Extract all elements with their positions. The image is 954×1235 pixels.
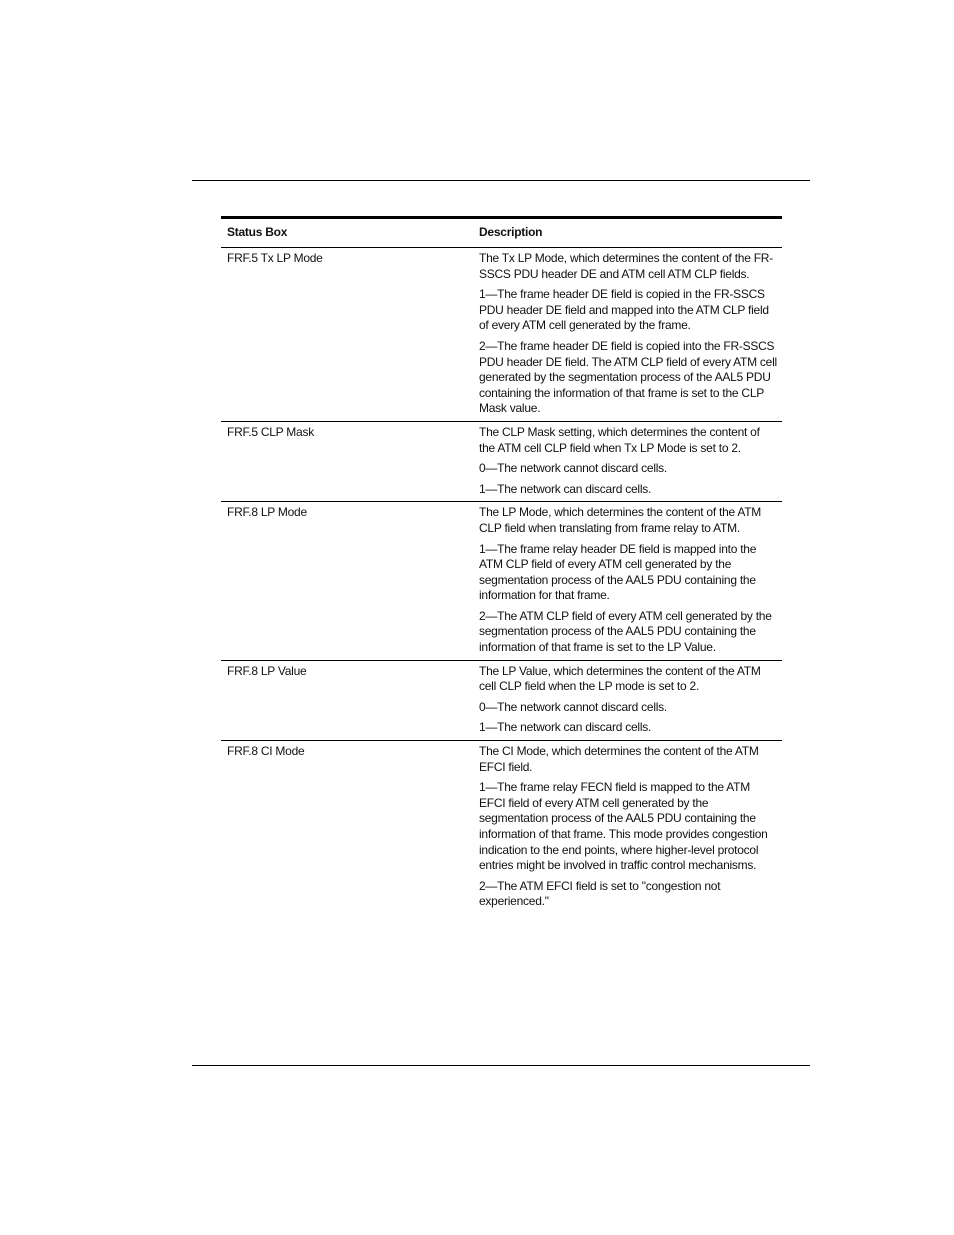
table-row [221,502,782,660]
description-paragraph: 2—The ATM CLP field of every ATM cell generated by the segmentation process of the AAL5 PDU containing the information of that frame is set to the LP Value. [479,608,772,655]
description-paragraph: 0—The network cannot discard cells. [479,461,668,476]
description-paragraph: The CI Mode, which determines the content of the ATM EFCI field. [479,744,759,774]
status-box-name: FRF.8 LP Mode [221,502,473,660]
description-paragraph: 2—The frame header DE field is copied into the FR-SSCS PDU header DE field. The ATM CLP field of every ATM cell generated by the segmentation process of the AAL5 PDU containing the information of that frame is set to the CLP Mask value. [479,338,777,416]
column-header-status-box: Status Box [221,218,473,248]
table-row [221,248,782,422]
footer-rule [192,1065,810,1066]
column-header-description: Description [473,218,782,248]
status-box-description [473,741,782,914]
header-rule [192,180,810,181]
description-paragraph: 1—The frame header DE field is copied in the FR-SSCS PDU header DE field and mapped into the ATM CLP field of every ATM cell generated by the frame. [479,287,769,333]
description-paragraph: 1—The network can discard cells. [479,720,652,735]
table-row [221,660,782,740]
table-row [221,421,782,501]
description-paragraph: 0—The network cannot discard cells. [479,699,668,714]
description-paragraph: The CLP Mask setting, which determines the content of the ATM cell CLP field when Tx LP Mode is set to 2. [479,424,760,455]
description-paragraph: 2—The ATM EFCI field is set to "congestion not experienced." [479,878,721,909]
status-box-description [473,660,782,740]
status-box-name: FRF.5 Tx LP Mode [221,248,473,422]
description-paragraph: 1—The frame relay header DE field is mapped into the ATM CLP field of every ATM cell generated by the segmentation process of the AAL5 PDU containing the information for that frame. [479,541,757,603]
status-box-description [473,248,782,422]
description-paragraph: The LP Value, which determines the content of the ATM cell CLP field when the LP mode is set to 2. [479,663,761,694]
description-paragraph: The LP Mode, which determines the content of the ATM CLP field when translating from frame relay to ATM. [479,505,762,535]
table-row [221,741,782,914]
description-paragraph: 1—The frame relay FECN field is mapped to the ATM EFCI field of every ATM cell generated by the segmentation process of the AAL5 PDU containing the information of that frame. This mode provides congestion indication to the end points, where higher-level protocol entries might be involved in traffic control mechanisms. [479,780,768,873]
status-box-description [473,421,782,501]
description-paragraph: The Tx LP Mode, which determines the content of the FR-SSCS PDU header DE and ATM cell ATM CLP fields. [479,251,773,281]
status-box-name: FRF.8 LP Value [221,660,473,740]
status-box-table [221,216,782,914]
description-paragraph: 1—The network can discard cells. [479,481,652,496]
status-box-name: FRF.5 CLP Mask [221,421,473,501]
status-box-name: FRF.8 CI Mode [227,744,305,759]
status-box-description [473,502,782,660]
table-header-row [221,218,782,248]
